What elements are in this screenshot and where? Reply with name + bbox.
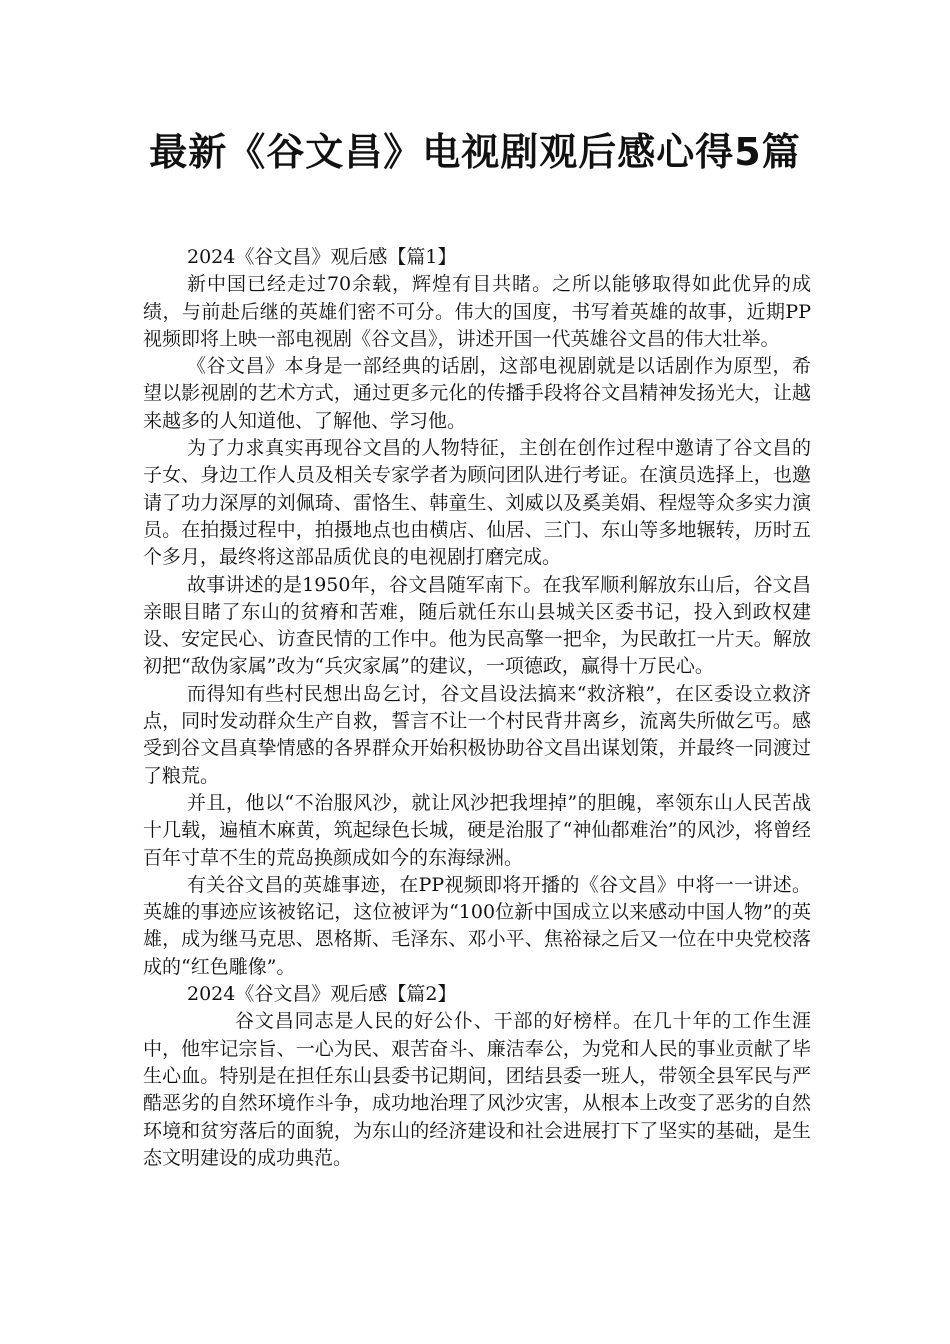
- section-1-paragraph-2: 《谷文昌》本身是一部经典的话剧，这部电视剧就是以话剧作为原型，希望以影视剧的艺术方式，通过更多元化的传播手段将谷文昌精神发扬光大，让越来越多的人知道他、了解他、学习他。: [143, 355, 811, 432]
- section-1-paragraph-6: 并且，他以“不治服风沙，就让风沙把我埋掉”的胆魄，率领东山人民苦战十几载，遍植木麻黄，筑起绿色长城，硬是治服了“神仙都难治”的风沙，将曾经百年寸草不生的荒岛换颜成如今的东海绿洲。: [143, 791, 811, 869]
- section-1-paragraph-3: 为了力求真实再现谷文昌的人物特征，主创在创作过程中邀请了谷文昌的子女、身边工作人员及相关专家学者为顾问团队进行考证。在演员选择上，也邀请了功力深厚的刘佩琦、雷恪生、韩童生、刘威以及奚美娟、程煜等众多实力演员。在拍摄过程中，拍摄地点也由横店、仙居、三门、东山等多地辗转，历时五个多月，最终将这部品质优良的电视剧打磨完成。: [143, 437, 811, 569]
- document-title: 最新《谷文昌》电视剧观后感心得5篇: [149, 130, 801, 174]
- section-1-paragraph-7: 有关谷文昌的英雄事迹，在PP视频即将开播的《谷文昌》中将一一讲述。英雄的事迹应该被铭记，这位被评为“100位新中国成立以来感动中国人物”的英雄，成为继马克思、恩格斯、毛泽东、邓小平、焦裕禄之后又一位在中央党校落成的“红色雕像”。: [143, 873, 811, 978]
- section-1-paragraph-1: 新中国已经走过70余载，辉煌有目共睹。之所以能够取得如此优异的成绩，与前赴后继的英雄们密不可分。伟大的国度，书写着英雄的故事，近期PP视频即将上映一部电视剧《谷文昌》，讲述开国一代英雄谷文昌的伟大壮举。: [143, 273, 811, 350]
- document-body: [143, 244, 811, 1172]
- section-1-heading: 2024《谷文昌》观后感【篇1】: [187, 246, 457, 268]
- section-1-paragraph-5: 而得知有些村民想出岛乞讨，谷文昌设法搞来“救济粮”，在区委设立救济点，同时发动群众生产自救，誓言不让一个村民背井离乡，流离失所做乞丐。感受到谷文昌真挚情感的各界群众开始积极协助谷文昌出谋划策，并最终一同渡过了粮荒。: [143, 682, 811, 787]
- section-2-paragraph-1: 谷文昌同志是人民的好公仆、干部的好榜样。在几十年的工作生涯中，他牢记宗旨、一心为民、艰苦奋斗、廉洁奉公，为党和人民的事业贡献了毕生心血。特别是在担任东山县委书记期间，团结县委一班人，带领全县军民与严酷恶劣的自然环境作斗争，成功地治理了风沙灾害，从根本上改变了恶劣的自然环境和贫穷落后的面貌，为东山的经济建设和社会进展打下了坚实的基础，是生态文明建设的成功典范。: [143, 1010, 811, 1169]
- section-2-heading: 2024《谷文昌》观后感【篇2】: [187, 983, 457, 1006]
- section-1-paragraph-4: 故事讲述的是1950年，谷文昌随军南下。在我军顺利解放东山后，谷文昌亲眼目睹了东山的贫瘠和苦难，随后就任东山县城关区委书记，投入到政权建设、安定民心、访查民情的工作中。他为民高擎一把伞，为民敢扛一片天。解放初把“敌伪家属”改为“兵灾家属”的建议，一项德政，赢得十万民心。: [143, 573, 811, 678]
